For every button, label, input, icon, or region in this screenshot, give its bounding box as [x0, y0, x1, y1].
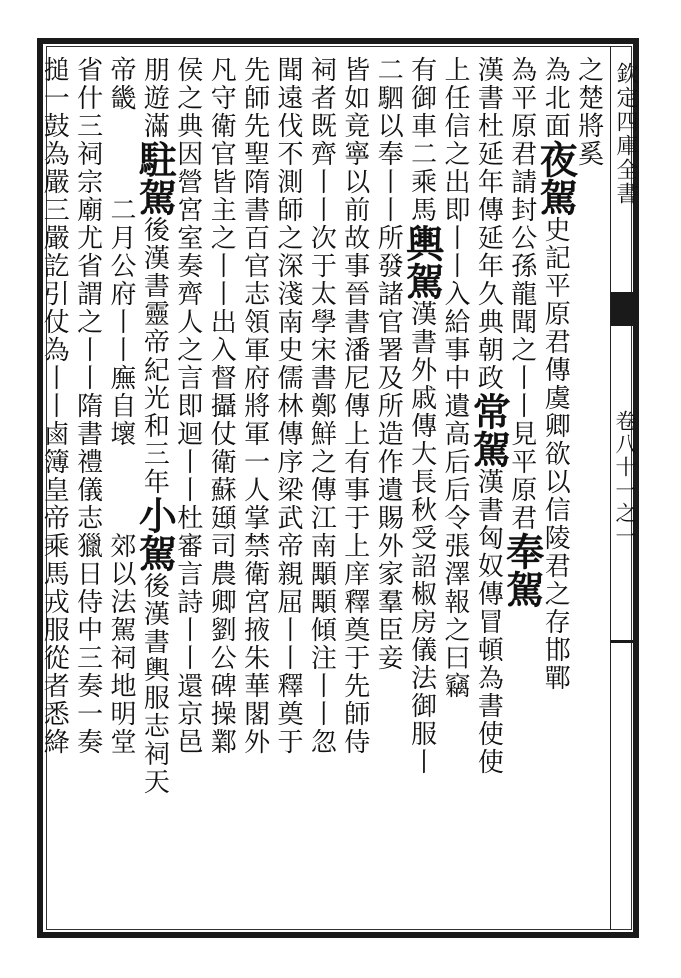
body-text: 上任信之出即丨丨入給事中 — [440, 56, 470, 392]
heading-term: 駐駕 — [132, 140, 178, 216]
body-text: 郊以法駕祠地明堂 — [106, 532, 136, 756]
body-text: 有御車二乘馬 — [406, 56, 437, 224]
text-column — [466, 56, 512, 924]
body-text: 先師先聖隋書百官志領軍府將軍一人掌禁衛宮掖朱華閣外 — [239, 56, 270, 756]
text-column — [399, 56, 445, 924]
body-text: 聞遠伐不測師之深淺南史儒林傳序梁武帝親屈丨丨釋奠于 — [273, 56, 303, 756]
body-text: 省什三祠宗廟尤省謂之丨丨隋書禮儀志獵日侍中三奏一奏 — [72, 56, 103, 756]
body-text: 為平原君請封公孫龍聞之丨丨見平原君 — [506, 56, 537, 532]
body-text: 之楚將奚 — [573, 56, 604, 168]
body-text: 後漢書靈帝紀光和三年 — [139, 216, 170, 496]
body-text: 二駟以奉丨丨所發諸官署及所造作遺賜外家羣臣妾 — [373, 56, 404, 672]
heading-term: 小駕 — [132, 496, 178, 572]
book-title-margin: 欽定四庫全書 — [613, 62, 638, 206]
margin-tick-mark — [611, 640, 635, 643]
text-column — [103, 56, 139, 924]
text-column — [370, 56, 406, 924]
text-column — [132, 56, 178, 924]
text-column — [437, 56, 473, 924]
text-column — [203, 56, 239, 924]
body-text: 帝畿 — [106, 56, 136, 112]
text-column — [499, 56, 545, 924]
body-text: 漢書匈奴傳冒頓為書使使 — [473, 468, 504, 776]
volume-label-margin: 卷八十一之一 — [613, 410, 637, 548]
text-column — [303, 56, 339, 924]
body-text: 朋遊滿 — [139, 56, 170, 140]
text-column — [36, 56, 72, 924]
body-text — [106, 448, 136, 532]
text-column — [533, 56, 579, 924]
fishtail-mark — [611, 292, 635, 326]
heading-term: 夜駕 — [533, 140, 579, 216]
body-text: 皆如竟寧以前故事晉書潘尼傳上有事于上庠釋奠于先師侍 — [339, 56, 370, 756]
text-column — [270, 56, 306, 924]
heading-term: 常駕 — [466, 392, 512, 468]
body-text: 後漢書輿服志祠天 — [139, 572, 170, 796]
body-text: 搥一鼓為嚴三嚴訖引仗為丨丨鹵簿皇帝乘馬戎服從者悉絳 — [39, 56, 70, 756]
body-text: 漢書外戚傳大長秋受詔椒房儀法御服丨 — [406, 300, 437, 776]
text-column — [337, 56, 373, 924]
body-text: 凡守衛官皆主之丨丨出入督攝仗衛蘇頲司農卿劉公碑操鄴 — [206, 56, 237, 756]
body-text: 祠者既齊丨丨次于太學宋書鄭鮮之傳江南顒顒傾注丨丨忽 — [306, 56, 337, 756]
margin-divider — [610, 46, 611, 930]
heading-term: 輿駕 — [399, 224, 445, 300]
text-column — [70, 56, 106, 924]
text-column — [237, 56, 273, 924]
heading-term: 奉駕 — [499, 532, 545, 608]
body-text: 遺高后后令張澤報之曰竊 — [440, 392, 470, 700]
body-text: 漢書杜延年傳延年久典朝政 — [473, 56, 504, 392]
body-text: 史記平原君傳虞卿欲以信陵君之存邯鄲 — [540, 216, 571, 692]
body-text — [106, 112, 136, 196]
body-text: 為北面 — [540, 56, 571, 140]
body-text: 侯之典因營宮室奏齊人之言即迴丨丨杜審言詩丨丨還京邑 — [172, 56, 203, 756]
body-text: 二月公府丨丨廡自壞 — [106, 196, 136, 448]
